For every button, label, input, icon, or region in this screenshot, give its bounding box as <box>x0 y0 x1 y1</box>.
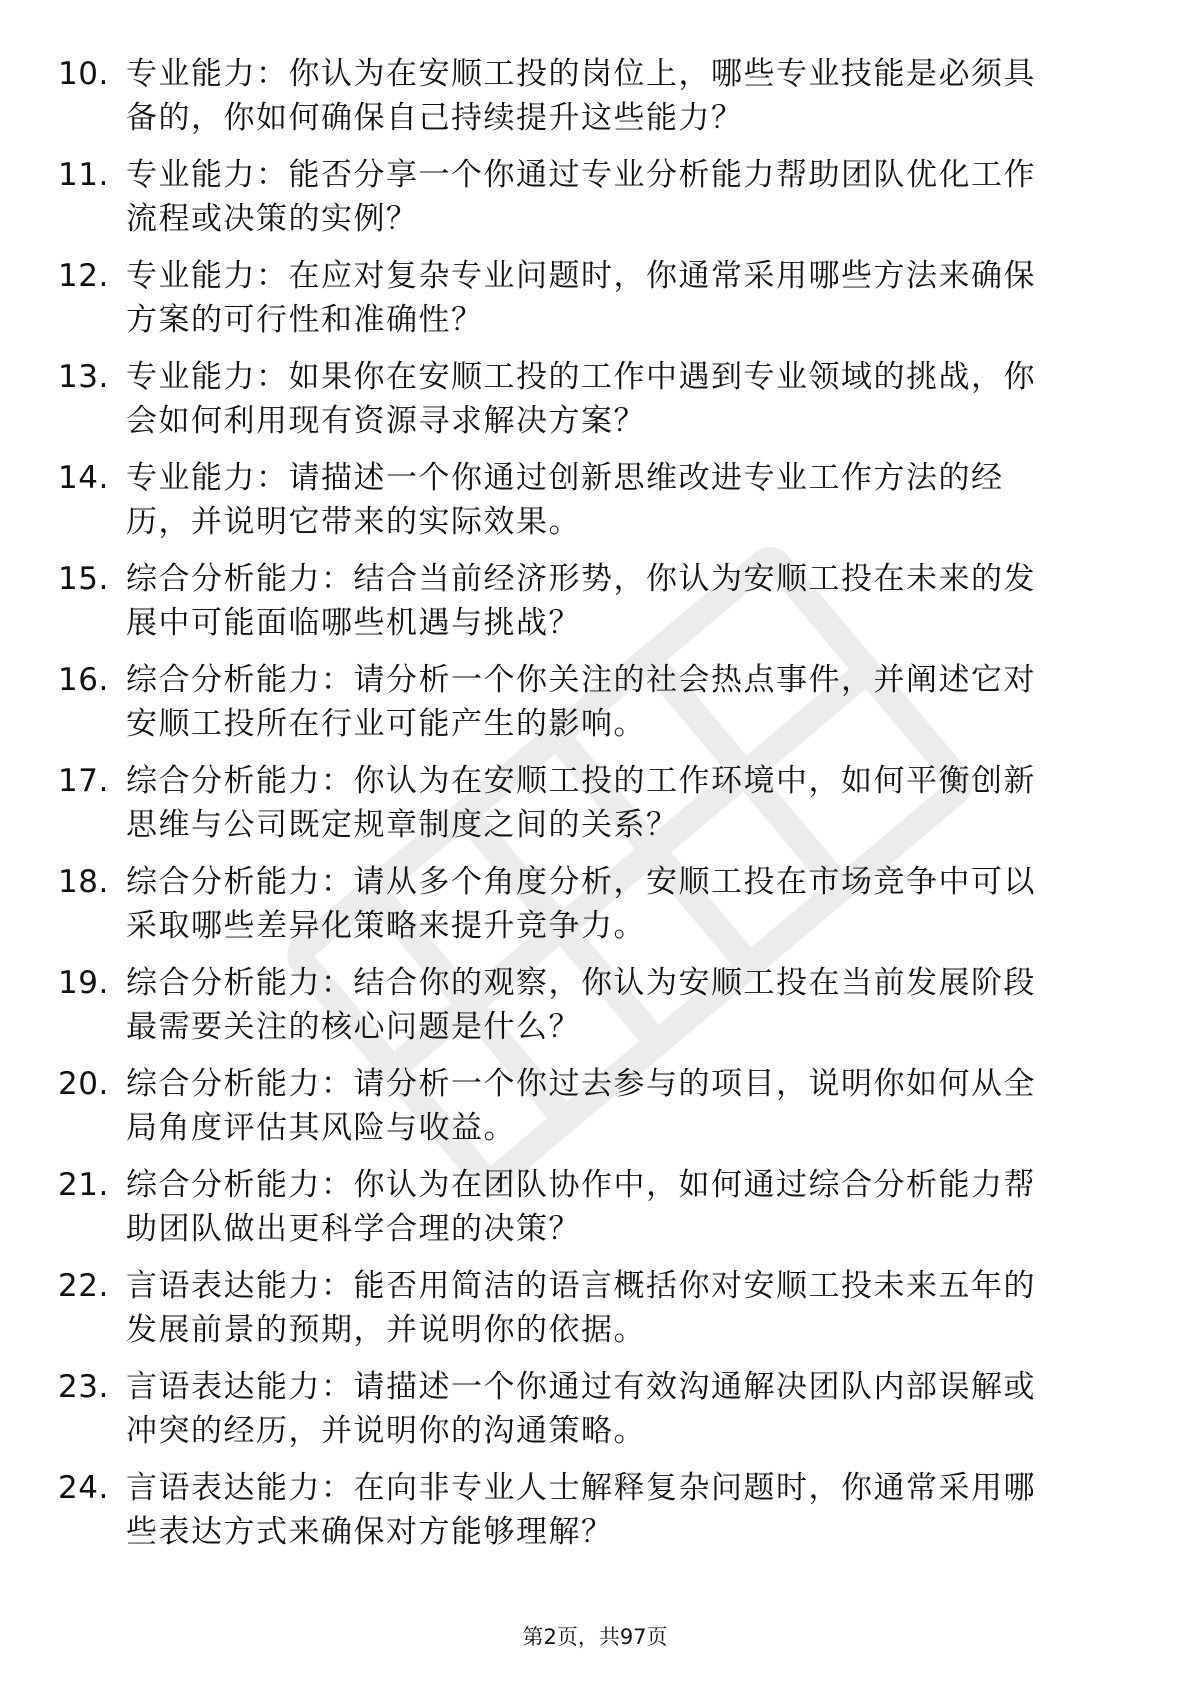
question-text: 专业能力：你认为在安顺工投的岗位上，哪些专业技能是必须具 备的，你如何确保自己持续提升这些能力？ <box>126 56 1036 136</box>
question-number: 19. <box>58 965 109 1001</box>
question-text: 综合分析能力：你认为在团队协作中，如何通过综合分析能力帮 助团队做出更科学合理的决策？ <box>126 1167 1036 1247</box>
question-item <box>58 1264 1108 1365</box>
question-number: 13. <box>58 359 109 395</box>
question-text: 言语表达能力：请描述一个你通过有效沟通解决团队内部误解或 冲突的经历，并说明你的沟通策略。 <box>126 1369 1036 1449</box>
question-item <box>58 1365 1108 1466</box>
question-number: 24. <box>58 1470 109 1506</box>
question-number: 11. <box>58 157 109 193</box>
page-number-label: 第2页，共97页 <box>522 1625 668 1649</box>
page-footer <box>0 1623 1190 1651</box>
question-text: 综合分析能力：请从多个角度分析，安顺工投在市场竞争中可以 采取哪些差异化策略来提升竞争力。 <box>126 864 1036 944</box>
question-list <box>58 52 1108 1567</box>
question-number: 10. <box>58 56 109 92</box>
question-item <box>58 1062 1108 1163</box>
question-item <box>58 355 1108 456</box>
question-text: 专业能力：在应对复杂专业问题时，你通常采用哪些方法来确保 方案的可行性和准确性？ <box>126 258 1036 338</box>
question-text: 综合分析能力：你认为在安顺工投的工作环境中，如何平衡创新 思维与公司既定规章制度之间的关系？ <box>126 763 1036 843</box>
question-item <box>58 254 1108 355</box>
question-number: 20. <box>58 1066 109 1102</box>
question-number: 18. <box>58 864 109 900</box>
question-text: 言语表达能力：能否用简洁的语言概括你对安顺工投未来五年的 发展前景的预期，并说明你的依据。 <box>126 1268 1036 1348</box>
question-number: 23. <box>58 1369 109 1405</box>
question-number: 22. <box>58 1268 109 1304</box>
question-item <box>58 759 1108 860</box>
question-item <box>58 658 1108 759</box>
question-item <box>58 153 1108 254</box>
question-item <box>58 52 1108 153</box>
question-number: 16. <box>58 662 109 698</box>
question-number: 17. <box>58 763 109 799</box>
question-text: 专业能力：能否分享一个你通过专业分析能力帮助团队优化工作 流程或决策的实例？ <box>126 157 1036 237</box>
question-text: 综合分析能力：请分析一个你关注的社会热点事件，并阐述它对 安顺工投所在行业可能产生的影响。 <box>126 662 1036 742</box>
question-number: 14. <box>58 460 109 496</box>
question-number: 21. <box>58 1167 109 1203</box>
question-item <box>58 1163 1108 1264</box>
question-item <box>58 1466 1108 1567</box>
question-number: 15. <box>58 561 109 597</box>
question-text: 言语表达能力：在向非专业人士解释复杂问题时，你通常采用哪 些表达方式来确保对方能够理解？ <box>126 1470 1036 1550</box>
question-text: 综合分析能力：结合当前经济形势，你认为安顺工投在未来的发 展中可能面临哪些机遇与挑战？ <box>126 561 1036 641</box>
question-item <box>58 860 1108 961</box>
question-text: 综合分析能力：结合你的观察，你认为安顺工投在当前发展阶段 最需要关注的核心问题是什么？ <box>126 965 1036 1045</box>
question-text: 专业能力：如果你在安顺工投的工作中遇到专业领域的挑战，你 会如何利用现有资源寻求解决方案？ <box>126 359 1036 439</box>
question-item <box>58 557 1108 658</box>
question-item <box>58 961 1108 1062</box>
question-number: 12. <box>58 258 109 294</box>
question-text: 专业能力：请描述一个你通过创新思维改进专业工作方法的经 历，并说明它带来的实际效果。 <box>126 460 1004 540</box>
question-text: 综合分析能力：请分析一个你过去参与的项目，说明你如何从全 局角度评估其风险与收益。 <box>126 1066 1036 1146</box>
question-item <box>58 456 1108 557</box>
